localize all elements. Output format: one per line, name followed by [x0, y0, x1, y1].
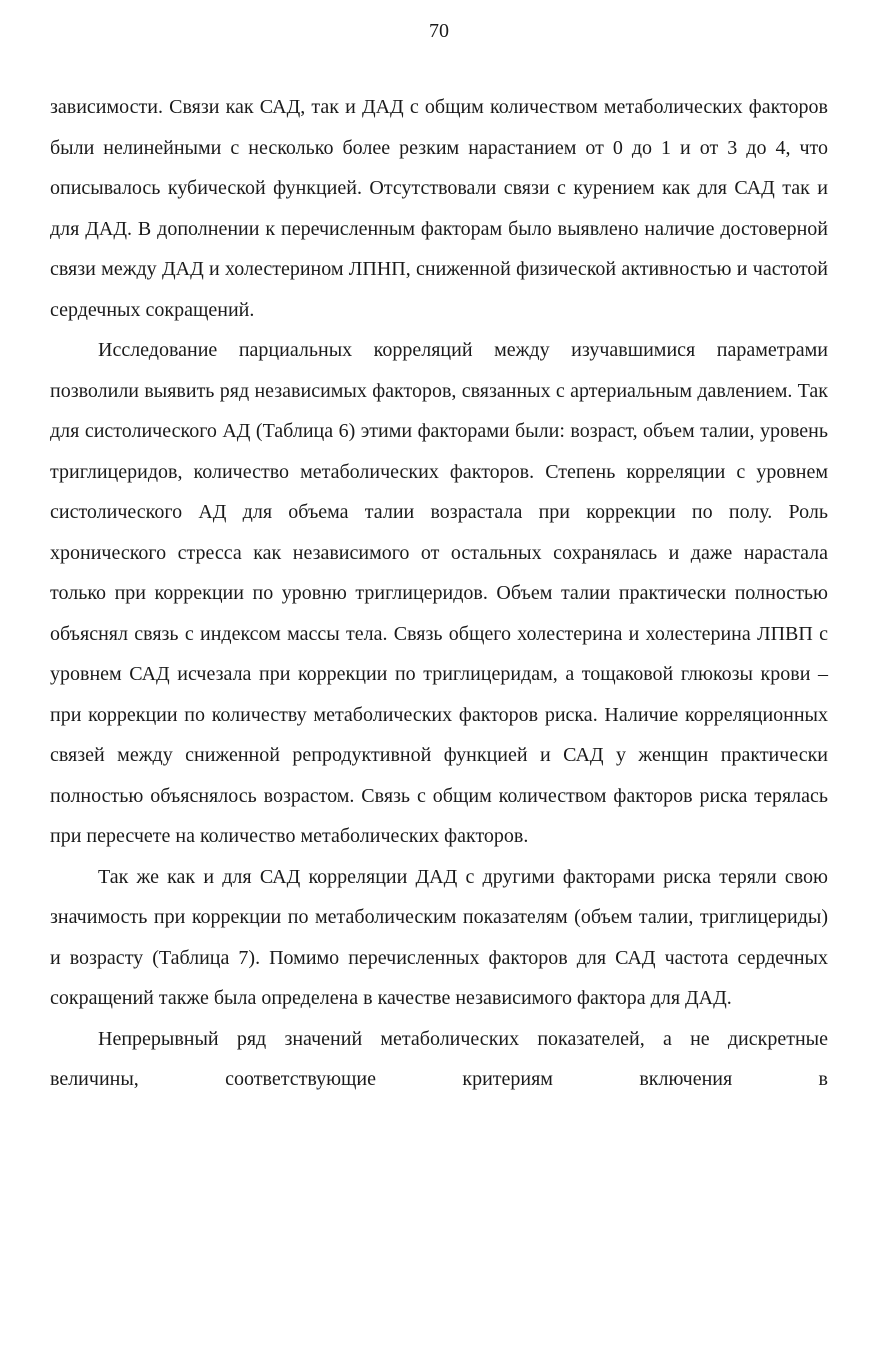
paragraph: Исследование парциальных корреляций между изучавшимися параметрами позволили выявить ряд независимых факторов, связанных с артериальным давлением. Так для систолического АД (Таблица 6) этими факторами были: возраст, объем талии, уровень триглицеридов, количество метаболических факторов. Степень корреляции с уровнем систолического АД для объема талии возрастала при коррекции по полу. Роль хронического стресса как независимого от остальных сохранялась и даже нарастала только при коррекции по уровню триглицеридов. Объем талии практически полностью объяснял связь с индексом массы тела. Связь общего холестерина и холестерина ЛПВП с уровнем САД исчезала при коррекции по триглицеридам, а тощаковой глюкозы крови – при коррекции по количеству метаболических факторов риска. Наличие корреляционных связей между сниженной репродуктивной функцией и САД у женщин практически полностью объяснялось возрастом. Связь с общим количеством факторов риска терялась при пересчете на количество метаболических факторов. [50, 339, 828, 847]
page-number: 70 [429, 20, 449, 42]
paragraph: Так же как и для САД корреляции ДАД с другими факторами риска теряли свою значимость при коррекции по метаболическим показателям (объем талии, триглицериды) и возрасту (Таблица 7). Помимо перечисленных факторов для САД частота сердечных сокращений также была определена в качестве независимого фактора для ДАД. [50, 865, 828, 1009]
paragraph: зависимости. Связи как САД, так и ДАД с общим количеством метаболических факторов были нелинейными с несколько более резким нарастанием от 0 до 1 и от 3 до 4, что описывалось кубической функцией. Отсутствовали связи с курением как для САД так и для ДАД. В дополнении к перечисленным факторам было выявлено наличие достоверной связи между ДАД и холестерином ЛПНП, сниженной физической активностью и частотой сердечных сокращений. [50, 96, 828, 321]
paragraph: Непрерывный ряд значений метаболических показателей, а не дискретные величины, соответствующие критериям включения в [50, 1027, 828, 1090]
document-body [50, 87, 828, 1100]
